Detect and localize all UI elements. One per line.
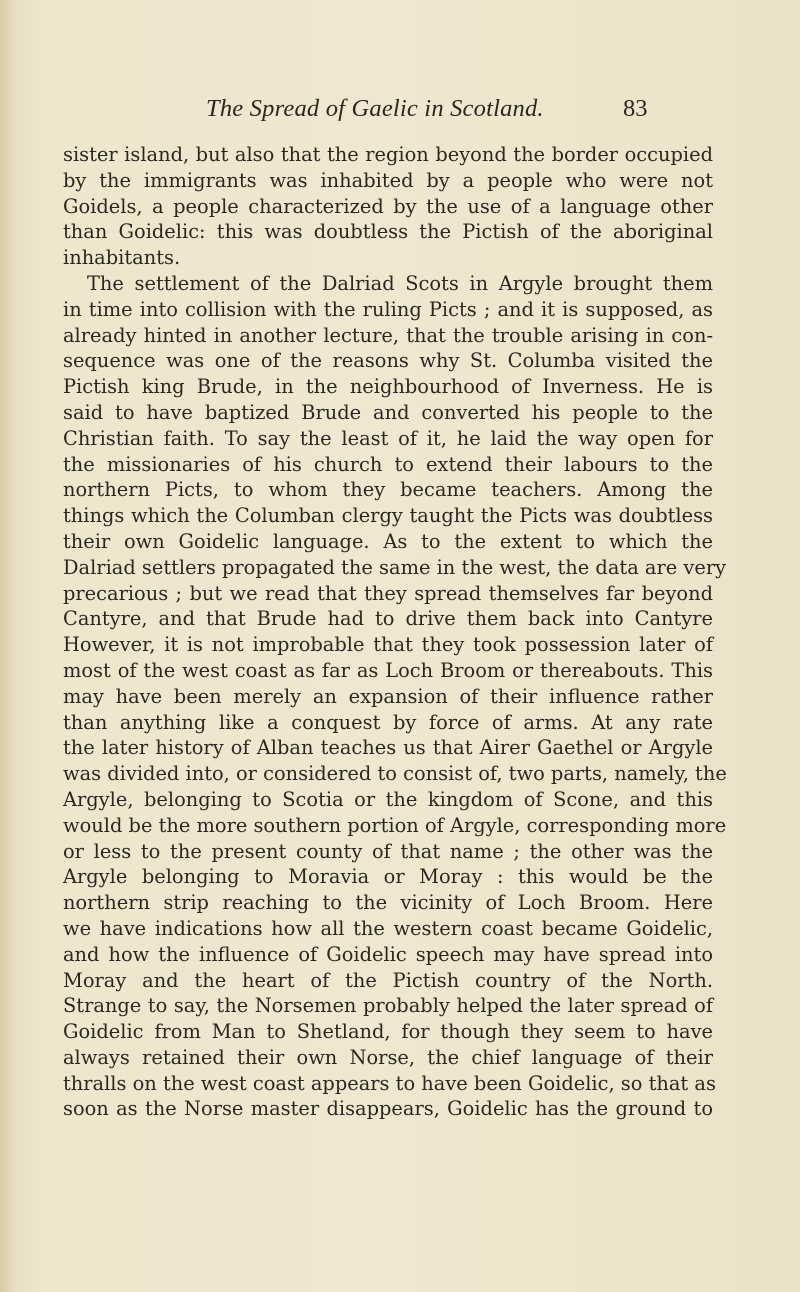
text-line: the missionaries of his church to extend their labours to the: [63, 452, 713, 476]
text-line: things which the Columban clergy taught the Picts was doubtless: [63, 504, 713, 528]
page-number: 83: [623, 95, 648, 122]
text-line: Goidels, a people characterized by the use of a language other: [63, 194, 713, 218]
text-line: already hinted in another lecture, that the trouble arising in con-: [63, 323, 713, 347]
text-line: would be the more southern portion of Argyle, corresponding more: [63, 813, 727, 837]
text-line: or less to the present county of that name ; the other was the: [63, 839, 713, 863]
text-line: Cantyre, and that Brude had to drive them back into Cantyre: [63, 607, 713, 631]
text-line: northern Picts, to whom they became teachers. Among the: [63, 478, 713, 502]
text-line: by the immigrants was inhabited by a people who were not: [63, 168, 713, 192]
text-line: Argyle belonging to Moravia or Moray : this would be the: [63, 865, 713, 889]
text-line: most of the west coast as far as Loch Broom or thereabouts. This: [63, 658, 713, 682]
text-line: inhabitants.: [63, 246, 181, 270]
text-line: Strange to say, the Norsemen probably helped the later spread of: [63, 994, 713, 1018]
text-line: thralls on the west coast appears to have been Goidelic, so that as: [63, 1071, 716, 1095]
text-line: northern strip reaching to the vicinity of Loch Broom. Here: [63, 891, 713, 915]
text-line: and how the influence of Goidelic speech may have spread into: [63, 942, 713, 966]
text-line: in time into collision with the ruling Picts ; and it is supposed, as: [63, 297, 713, 321]
text-line: Argyle, belonging to Scotia or the kingdom of Scone, and this: [63, 787, 713, 811]
text-line: The settlement of the Dalriad Scots in Argyle brought them: [87, 271, 713, 295]
body-text: [63, 142, 727, 1122]
text-line: sequence was one of the reasons why St. Columba visited the: [63, 349, 713, 373]
text-line: we have indications how all the western coast became Goidelic,: [63, 916, 713, 940]
text-line: the later history of Alban teaches us that Airer Gaethel or Argyle: [63, 736, 713, 760]
text-line: Pictish king Brude, in the neighbourhood of Inverness. He is: [63, 375, 713, 399]
text-line: soon as the Norse master disappears, Goidelic has the ground to: [63, 1097, 713, 1121]
text-line: said to have baptized Brude and converted his people to the: [63, 400, 713, 424]
text-line: may have been merely an expansion of their influence rather: [63, 684, 713, 708]
running-title: The Spread of Gaelic in Scotland.: [206, 95, 544, 122]
text-line: Goidelic from Man to Shetland, for though they seem to have: [63, 1020, 713, 1044]
text-line: Dalriad settlers propagated the same in the west, the data are very: [63, 555, 727, 579]
text-line: their own Goidelic language. As to the extent to which the: [63, 529, 713, 553]
text-line: was divided into, or considered to consist of, two parts, namely, the: [63, 762, 727, 786]
page-gutter-shadow: [0, 0, 14, 1292]
text-line: than Goidelic: this was doubtless the Pictish of the aboriginal: [63, 220, 713, 244]
text-line: precarious ; but we read that they spread themselves far beyond: [63, 581, 713, 605]
text-line: Christian faith. To say the least of it, he laid the way open for: [63, 426, 713, 450]
text-line: sister island, but also that the region beyond the border occupied: [63, 143, 713, 166]
text-line: than anything like a conquest by force of arms. At any rate: [63, 710, 713, 734]
text-line: However, it is not improbable that they took possession later of: [63, 633, 713, 657]
running-head: [0, 95, 800, 129]
text-line: always retained their own Norse, the chief language of their: [63, 1045, 713, 1069]
text-line: Moray and the heart of the Pictish country of the North.: [63, 968, 713, 992]
